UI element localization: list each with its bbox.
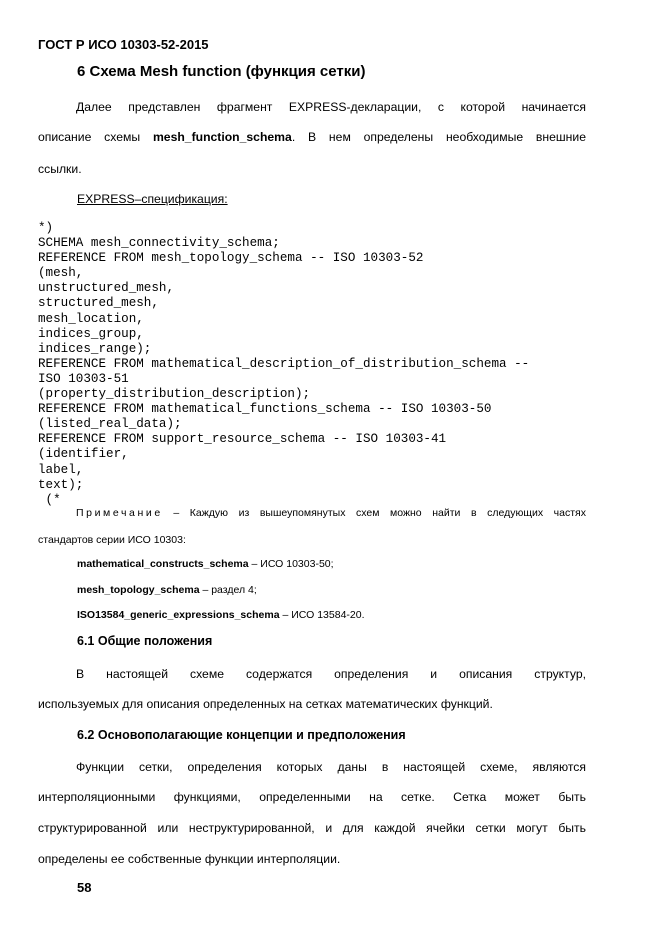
subsection-6-1-line-1: В настоящей схеме содержатся определения и описания структур, — [76, 667, 586, 681]
subsection-title-6-2: 6.2 Основополагающие концепции и предположения — [77, 728, 406, 742]
subsection-6-2-line-3: структурированной или неструктурированной, и для каждой ячейки сетки могут быть — [38, 821, 586, 835]
subsection-6-1-line-2: используемых для описания определенных на сетках математических функций. — [38, 697, 493, 711]
express-spec-label: EXPRESS–спецификация: — [77, 192, 228, 206]
intro-paragraph-line-3: ссылки. — [38, 162, 82, 176]
intro-paragraph-line-1: Далее представлен фрагмент EXPRESS-декларации, с которой начинается — [76, 100, 586, 114]
schema-reference-source: – ИСО 10303-50; — [248, 558, 334, 570]
express-code-block: *) SCHEMA mesh_connectivity_schema; REFERENCE FROM mesh_topology_schema -- ISO 10303-52 (mesh, unstructured_mesh, structured_mesh, mesh_location, indices_group, indices_range); REFERENCE FROM mathematical_description_of_distribution_schema -- ISO 10303-51 (property_distribution_description); REFERENCE FROM mathematical_functions_schema -- ISO 10303-50 (listed_real_data); REFERENCE FROM support_resource_schema -- ISO 10303-41 (identifier, label, text); (* — [38, 221, 530, 507]
schema-reference-name: ISO13584_generic_expressions_schema — [77, 609, 280, 621]
schema-reference-item — [77, 558, 334, 570]
page-number: 58 — [77, 880, 92, 895]
subsection-6-2-line-1: Функции сетки, определения которых даны в настоящей схеме, являются — [76, 760, 586, 774]
schema-name: mesh_function_schema — [152, 130, 292, 144]
schema-reference-source: – ИСО 13584-20. — [279, 609, 365, 621]
note-text: – Каждую из вышеупомянутых схем можно найти в следующих частях — [173, 507, 586, 519]
schema-reference-name: mathematical_constructs_schema — [77, 558, 249, 570]
document-header: ГОСТ Р ИСО 10303-52-2015 — [38, 37, 209, 52]
note-label: Примечание — [76, 507, 163, 519]
subsection-6-2-line-4: определены ее собственные функции интерполяции. — [38, 852, 341, 866]
subsection-title-6-1: 6.1 Общие положения — [77, 634, 213, 648]
schema-reference-item — [77, 584, 257, 596]
note-line-2: стандартов серии ИСО 10303: — [38, 534, 186, 546]
note-line-1 — [76, 507, 586, 519]
section-title: 6 Схема Mesh function (функция сетки) — [77, 63, 366, 80]
intro-paragraph-line-2 — [38, 130, 586, 144]
schema-reference-item — [77, 609, 365, 621]
schema-reference-name: mesh_topology_schema — [77, 584, 200, 596]
schema-reference-source: – раздел 4; — [199, 584, 257, 596]
intro-text-segment: . В нем определены необходимые внешние — [291, 130, 586, 144]
intro-text-segment: описание схемы — [38, 130, 153, 144]
subsection-6-2-line-2: интерполяционными функциями, определенными на сетке. Сетка может быть — [38, 790, 586, 804]
